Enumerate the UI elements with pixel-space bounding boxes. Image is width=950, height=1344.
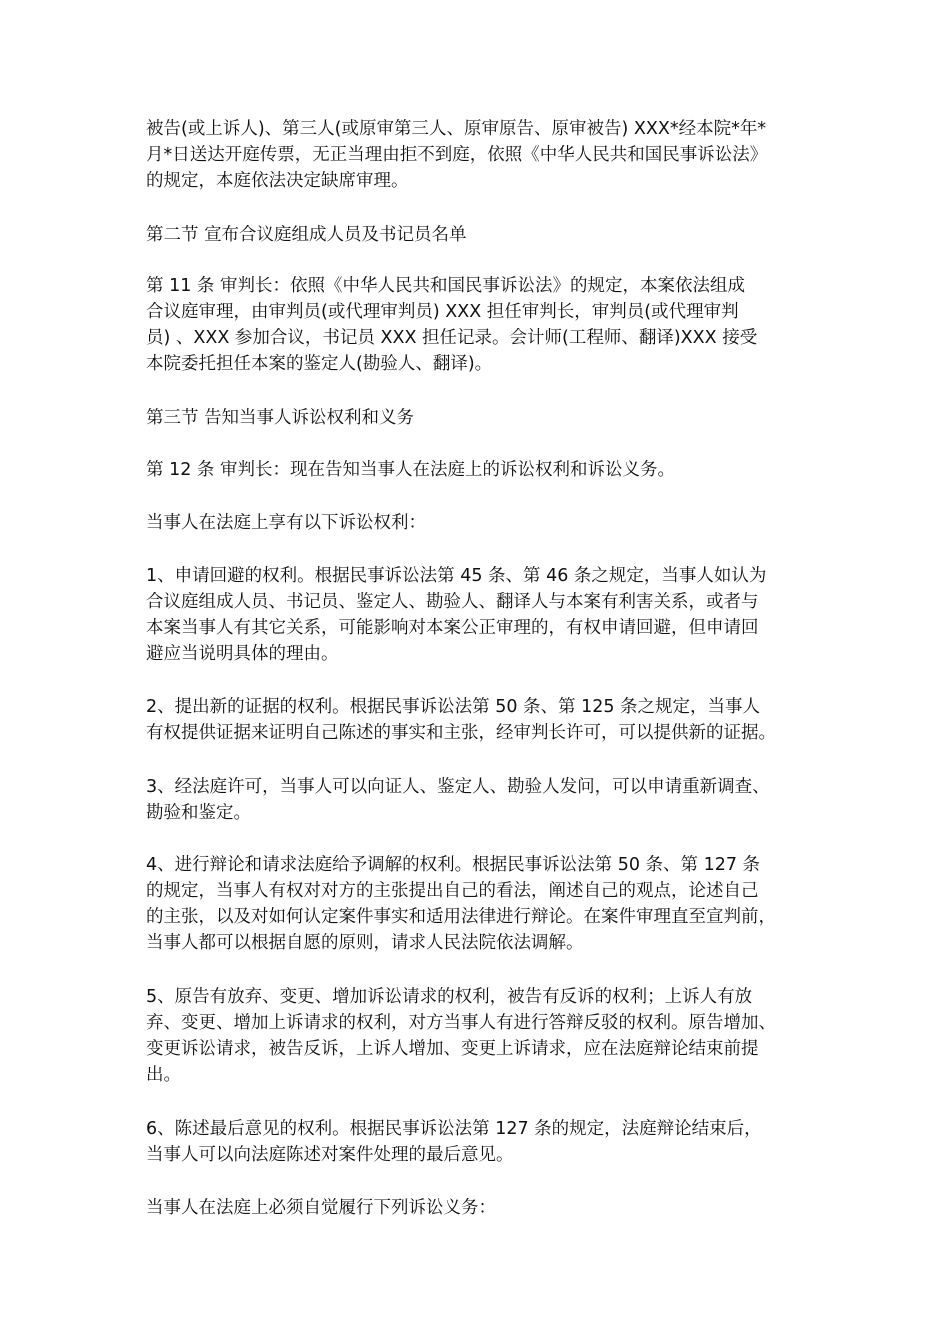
text-line: 的规定，本庭依法决定缺席审理。	[146, 171, 409, 191]
text-line: 第 12 条 审判长：现在告知当事人在法庭上的诉讼权利和诉讼义务。	[146, 460, 675, 480]
heading-line: 第三节 告知当事人诉讼权利和义务	[146, 408, 415, 428]
text-line: 当事人都可以根据自愿的原则，请求人民法院依法调解。	[146, 933, 584, 953]
paragraph-obligations-intro	[146, 1195, 818, 1221]
text-line: 4、进行辩论和请求法庭给予调解的权利。根据民事诉讼法第 50 条、第 127 条	[146, 855, 761, 875]
section-heading-3	[146, 405, 818, 431]
paragraph-rights-intro	[146, 510, 818, 536]
paragraph-notice-absence	[146, 116, 818, 194]
text-line: 出。	[146, 1065, 181, 1085]
paragraph-right-6	[146, 1116, 818, 1168]
text-line: 月*日送达开庭传票，无正当理由拒不到庭，依照《中华人民共和国民事诉讼法》	[146, 145, 768, 165]
text-line: 当事人在法庭上必须自觉履行下列诉讼义务：	[146, 1198, 496, 1218]
text-line: 被告(或上诉人)、第三人(或原审第三人、原审原告、原审被告) XXX*经本院*年*	[146, 119, 767, 139]
text-line: 当事人可以向法庭陈述对案件处理的最后意见。	[146, 1145, 514, 1165]
paragraph-right-5	[146, 984, 818, 1088]
heading-line: 第二节 宣布合议庭组成人员及书记员名单	[146, 225, 467, 245]
text-line: 避应当说明具体的理由。	[146, 644, 339, 664]
text-line: 的规定，当事人有权对对方的主张提出自己的看法，阐述自己的观点，论述自己	[146, 881, 759, 901]
text-line: 当事人在法庭上享有以下诉讼权利：	[146, 513, 426, 533]
text-line: 1、申请回避的权利。根据民事诉讼法第 45 条、第 46 条之规定，当事人如认为	[146, 566, 767, 586]
section-heading-2	[146, 222, 818, 248]
paragraph-right-1	[146, 563, 818, 667]
text-line: 合议庭审理，由审判员(或代理审判员) XXX 担任审判长，审判员(或代理审判	[146, 302, 739, 322]
text-line: 2、提出新的证据的权利。根据民事诉讼法第 50 条、第 125 条之规定，当事人	[146, 697, 761, 717]
text-line: 变更诉讼请求，被告反诉，上诉人增加、变更上诉请求，应在法庭辩论结束前提	[146, 1039, 759, 1059]
text-line: 的主张，以及对如何认定案件事实和适用法律进行辩论。在案件审理直至宣判前，	[146, 907, 776, 927]
paragraph-right-4	[146, 852, 818, 956]
paragraph-article-12	[146, 457, 818, 483]
text-line: 勘验和鉴定。	[146, 803, 251, 823]
text-line: 员) 、XXX 参加合议，书记员 XXX 担任记录。会计师(工程师、翻译)XXX 接受	[146, 328, 758, 348]
text-line: 有权提供证据来证明自己陈述的事实和主张，经审判长许可，可以提供新的证据。	[146, 723, 776, 743]
text-line: 3、经法庭许可，当事人可以向证人、鉴定人、勘验人发问，可以申请重新调查、	[146, 777, 770, 797]
paragraph-right-2	[146, 694, 818, 746]
paragraph-article-11	[146, 273, 818, 377]
text-line: 本案当事人有其它关系，可能影响对本案公正审理的，有权申请回避，但申请回	[146, 618, 759, 638]
text-line: 5、原告有放弃、变更、增加诉讼请求的权利，被告有反诉的权利；上诉人有放	[146, 987, 753, 1007]
text-line: 本院委托担任本案的鉴定人(勘验人、翻译)。	[146, 354, 493, 374]
text-line: 6、陈述最后意见的权利。根据民事诉讼法第 127 条的规定，法庭辩论结束后，	[146, 1119, 762, 1139]
text-line: 合议庭组成人员、书记员、鉴定人、勘验人、翻译人与本案有利害关系，或者与	[146, 592, 759, 612]
text-line: 弃、变更、增加上诉请求的权利，对方当事人有进行答辩反驳的权利。原告增加、	[146, 1013, 776, 1033]
paragraph-right-3	[146, 774, 818, 826]
text-line: 第 11 条 审判长：依照《中华人民共和国民事诉讼法》的规定，本案依法组成	[146, 276, 745, 296]
